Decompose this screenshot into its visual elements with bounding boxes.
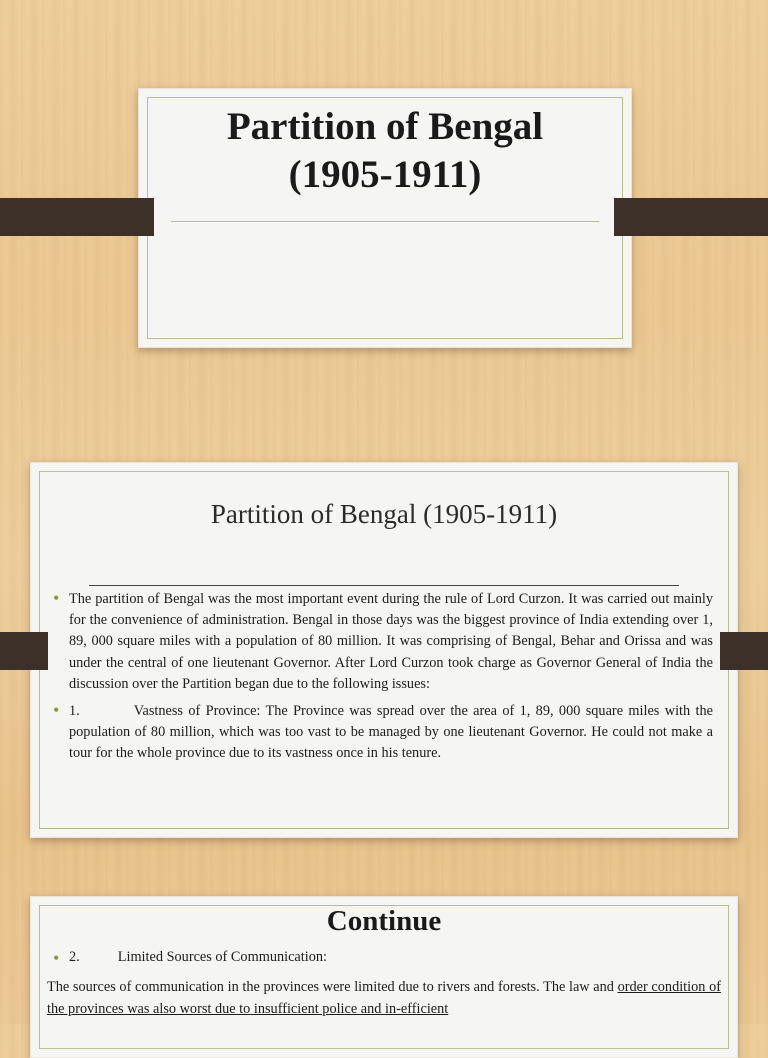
right-decor-bar-2 [720,632,768,670]
bullet-1-text: The partition of Bengal was the most important event during the rule of Lord Curzon. It was carried out mainly for the convenience of administration. Bengal in those days was the biggest province of India extending over 1, 89, 000 square miles with a population of 80 million. It was comprising of Bengal, Behar and Orissa and was under the central of one lieutenant Governor. After Lord Curzon took charge as Governor General of India the discussion over the Partition began due to the following issues: [69,591,713,692]
slide-2-bullet-1 [55,589,713,695]
left-decor-bar-2 [0,632,48,670]
bullet-dot-icon: • [53,700,60,721]
left-decor-bar-1-front [0,198,154,236]
slide-3-para-part2: order condition of the provinces was also worst due to insufficient police and in-efficient [47,979,721,1017]
slide-2-bullet-2 [55,701,713,765]
slide-2 [30,462,738,838]
slide-1 [138,88,632,348]
slide-2-title: Partition of Bengal (1905-1911) [210,499,558,529]
slide-3-item-label: Limited Sources of Communication: [117,949,327,965]
slide-3-item-number: 2. [69,949,80,965]
bullet-2-text: Vastness of Province: The Province was spread over the area of 1, 89, 000 square miles with the population of 80 million, which was too vast to be managed by one lieutenant Governor. He could not make a tour for the whole province due to its vastness once in his tenure. [69,703,713,762]
slide-3-title: Continue [326,905,442,937]
bullet-dot-icon: • [53,588,60,608]
slide-3-para-part1: The sources of communication in the provinces were limited due to rivers and forests. The law and [47,979,618,995]
slide-1-rule [171,221,599,222]
slide-3-paragraph [47,977,721,1020]
slide-1-title-line2: (1905-1911) [288,153,482,196]
slide-3 [30,896,738,1058]
right-decor-bar-1-front [614,198,768,236]
bullet-2-number: 1. [69,703,80,720]
slide-3-item [55,949,327,966]
slide-1-title-line1: Partition of Bengal [226,105,544,148]
bullet-dot-icon: • [53,948,60,968]
slide-2-rule [89,585,679,586]
slide-2-bullet-list [55,589,713,771]
slide-1-title [139,103,631,199]
